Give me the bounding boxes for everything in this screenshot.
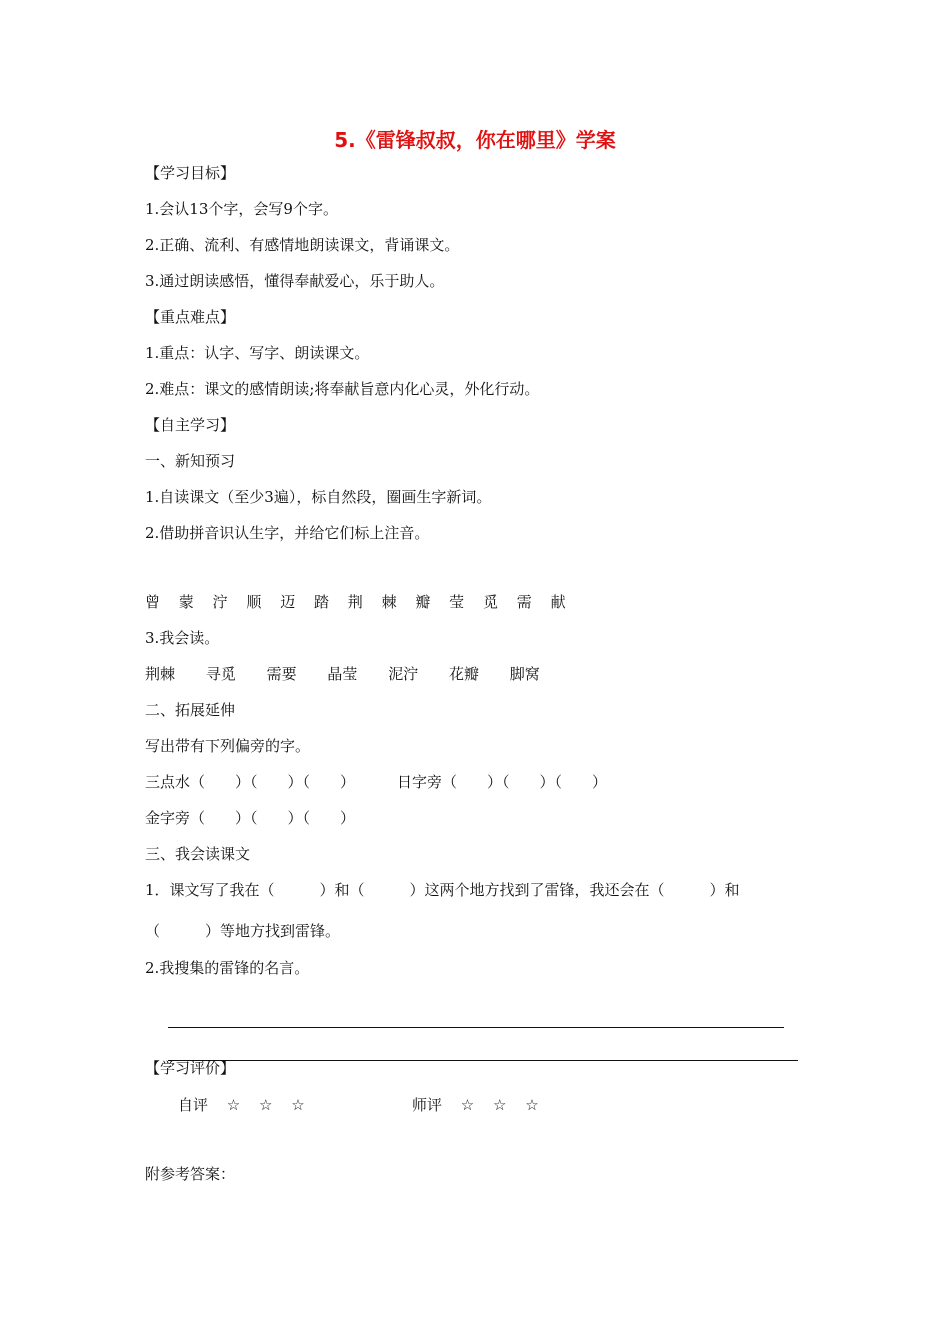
word: 晶莹: [327, 665, 358, 683]
word: 荆棘: [145, 665, 176, 683]
self-evaluation-star-icon[interactable]: ☆: [259, 1096, 273, 1114]
part1-title: 一、新知预习: [145, 452, 236, 470]
part2-title: 二、拓展延伸: [145, 701, 236, 719]
evaluation-heading: 【学习评价】: [145, 1059, 236, 1077]
objective-item-3: 3.通过朗读感悟，懂得奉献爱心，乐于助人。: [145, 272, 445, 290]
key-point-item-2: 2.难点：课文的感情朗读;将奉献旨意内化心灵，外化行动。: [145, 380, 540, 398]
radical-water-blanks: 三点水（ ）（ ）（ ）: [145, 773, 356, 791]
character: 需: [516, 593, 532, 611]
character: 顺: [246, 593, 262, 611]
character: 迈: [280, 593, 296, 611]
self-evaluation-star-icon[interactable]: ☆: [291, 1096, 305, 1114]
key-point-item-1: 1.重点：认字、写字、朗读课文。: [145, 344, 370, 362]
teacher-evaluation-star-icon[interactable]: ☆: [460, 1096, 475, 1114]
self-study-item-1: 1.自读课文（至少3遍），标自然段，圈画生字新词。: [145, 488, 492, 506]
word: 花瓣: [448, 665, 479, 683]
self-evaluation: [178, 1095, 305, 1115]
character: 荆: [347, 593, 363, 611]
character: 瓣: [415, 593, 431, 611]
character: 觅: [482, 593, 498, 611]
page-title: 5.《雷锋叔叔，你在哪里》学案: [334, 128, 616, 152]
self-study-heading: 【自主学习】: [145, 416, 236, 434]
character: 蒙: [178, 593, 194, 611]
part2-instruction: 写出带有下列偏旁的字。: [145, 737, 311, 755]
self-study-item-2: 2.借助拼音识认生字，并给它们标上注音。: [145, 524, 430, 542]
teacher-evaluation: [412, 1095, 539, 1115]
appendix-answers-heading: 附参考答案：: [145, 1165, 236, 1183]
radical-metal-blanks: 金字旁（ ）（ ）（ ）: [145, 809, 356, 827]
objective-item-2: 2.正确、流利、有感情地朗读课文，背诵课文。: [145, 236, 460, 254]
teacher-evaluation-star-icon[interactable]: ☆: [525, 1096, 539, 1114]
character: 莹: [449, 593, 465, 611]
self-evaluation-star-icon[interactable]: ☆: [226, 1096, 241, 1114]
question-2: 2.我搜集的雷锋的名言。: [145, 959, 310, 977]
word-list: [145, 664, 566, 684]
radical-sun-blanks: 日字旁（ ）（ ）（ ）: [397, 773, 608, 791]
teacher-evaluation-label: 师评: [412, 1096, 443, 1114]
word: 脚窝: [509, 665, 540, 683]
character: 棘: [381, 593, 397, 611]
word: 寻觅: [205, 665, 236, 683]
question-1-line-2: （ ）等地方找到雷锋。: [145, 922, 341, 940]
key-points-heading: 【重点难点】: [145, 308, 236, 326]
character: 曾: [145, 593, 161, 611]
part3-title: 三、我会读课文: [145, 845, 251, 863]
character: 泞: [212, 593, 228, 611]
self-evaluation-label: 自评: [178, 1096, 209, 1114]
character: 献: [550, 593, 566, 611]
objectives-heading: 【学习目标】: [145, 164, 236, 182]
answer-line-2: [168, 1060, 798, 1061]
word: 需要: [266, 665, 297, 683]
answer-line-1: [168, 1027, 784, 1028]
question-1-line-1: 1．课文写了我在（ ）和（ ）这两个地方找到了雷锋，我还会在（ ）和: [145, 881, 740, 899]
self-study-item-3: 3.我会读。: [145, 629, 220, 647]
teacher-evaluation-star-icon[interactable]: ☆: [493, 1096, 507, 1114]
character: 踏: [313, 593, 329, 611]
new-characters-list: [145, 592, 580, 612]
word: 泥泞: [388, 665, 419, 683]
objective-item-1: 1.会认13个字，会写9个字。: [145, 200, 338, 218]
